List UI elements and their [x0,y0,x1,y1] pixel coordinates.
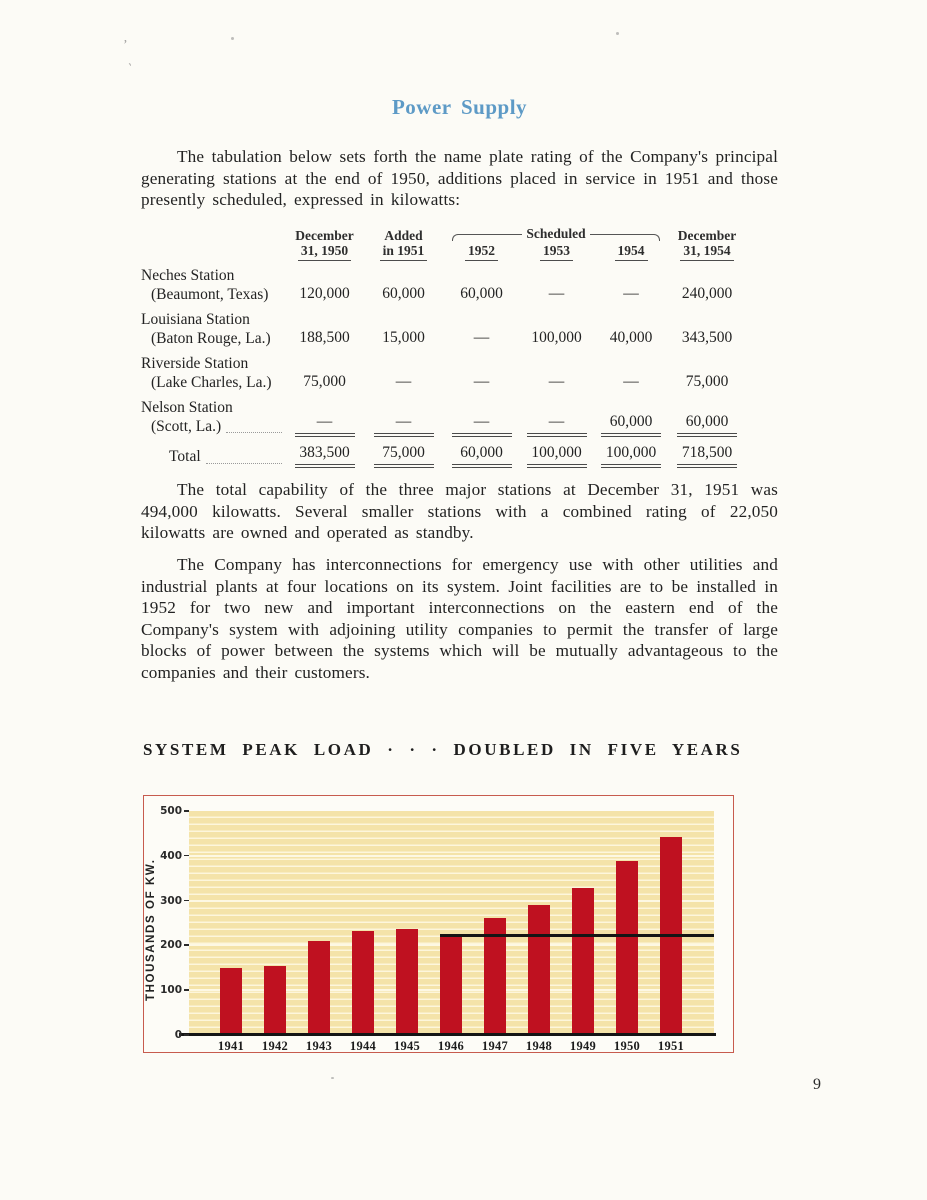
scheduled-bracket [444,226,668,243]
total-value-text: 383,500 [295,443,355,468]
underlined-header: 31, 1950 [298,243,351,261]
total-value-text: 75,000 [374,443,434,468]
table-value: 60,000 [601,412,661,437]
header-added: Added [384,228,423,243]
total-label: Total [169,448,201,465]
table-value: — [374,412,434,437]
x-tick-label: 1943 [305,1039,333,1053]
table-value-cell [286,372,363,393]
total-value-text: 718,500 [677,443,737,468]
table-value: 15,000 [382,329,425,346]
table-value: — [452,412,512,437]
table-value-cell [668,284,746,305]
table-value-cell [668,328,746,349]
table-value-cell [444,328,519,349]
table-value: 100,000 [531,329,582,346]
table-value-cell [519,372,594,393]
x-tick-label: 1951 [657,1039,685,1053]
table-value: 40,000 [609,329,653,346]
y-tick-label: 400 [160,849,182,862]
page-title: Power Supply [391,95,528,119]
bracket-right-cap [650,234,660,241]
header-year-1952 [444,243,519,261]
scan-speck [616,32,619,35]
table-row [141,267,751,305]
y-tick-label: 100 [160,984,182,997]
station-location: (Scott, La.) [151,418,222,435]
y-tick-mark [184,810,189,812]
total-value-text: 60,000 [452,443,512,468]
y-tick-label: 200 [160,939,182,952]
reference-line [440,934,714,937]
scan-mark: ’ [123,38,128,53]
x-tick-label: 1944 [349,1039,377,1053]
table-row [141,311,751,349]
total-value [363,443,444,468]
header-dec-1950-date [286,243,363,261]
table-value-cell [444,284,519,305]
table-value-cell [286,284,363,305]
station-location: (Beaumont, Texas) [151,286,269,303]
table-value: — [548,373,565,390]
table-value-cell [286,412,363,437]
station-name: Riverside Station [141,355,249,372]
header-dec-1954-date [668,243,746,261]
table-value-cell [668,412,746,437]
paragraph-interconnections: The Company has interconnections for emergency use with other utilities and industrial plants at four locations on its system. Joint facilities are to be installed in 1952 for two new and important interconnections on the eastern end of the Company's system with adjoining utility companies to permit the transfer of large blocks of power between the systems which will be mutually advantageous to the companies and their customers. [141,555,778,682]
bar-1945 [396,929,418,1035]
bracket-line [462,234,522,235]
chart-heading: SYSTEM PEAK LOAD · · · DOUBLED IN FIVE YEARS [143,740,743,759]
table-value: 343,500 [681,329,733,346]
total-value [444,443,519,468]
table-value-cell [444,372,519,393]
bar-1948 [528,905,550,1035]
y-tick-label: 0 [174,1029,182,1041]
total-value [286,443,363,468]
scan-speck [331,1077,334,1079]
y-tick-mark [184,1034,189,1036]
station-rows [141,267,751,437]
scan-speck [231,37,234,40]
x-tick-label: 1947 [481,1039,509,1053]
table-value: — [473,373,490,390]
x-tick-label: 1949 [569,1039,597,1053]
y-tick-label: 500 [160,805,182,817]
bar-1946 [440,934,462,1035]
x-tick-label: 1945 [393,1039,421,1053]
header-dec-1954: December [677,228,737,243]
underlined-header: in 1951 [380,243,428,261]
x-tick-label: 1942 [261,1039,289,1053]
underlined-header: 1953 [540,243,573,261]
table-value: 120,000 [299,285,350,302]
generating-stations-table [141,228,751,468]
table-value: 60,000 [677,412,737,437]
bracket-line [590,234,650,235]
table-value: 60,000 [382,285,425,302]
table-value-cell [594,284,668,305]
bracket-left-cap [452,234,462,241]
table-value: 75,000 [685,373,729,390]
x-tick-label: 1946 [437,1039,465,1053]
station-location: (Lake Charles, La.) [151,374,272,391]
table-header-line2 [141,243,751,261]
paragraph-intro: The tabulation below sets forth the name plate rating of the Company's principal generating stations at the end of 1950, additions placed in service in 1951 and those presently scheduled, expressed in kilowatts: [141,147,778,210]
total-label-cell [141,446,286,468]
table-value: — [623,373,639,390]
total-value [594,443,668,468]
x-tick-label: 1950 [613,1039,641,1053]
table-value-cell [594,412,668,437]
bar-1944 [352,931,374,1035]
bar-1941 [220,968,242,1035]
table-value-cell [594,372,668,393]
table-value-cell [444,412,519,437]
y-tick-label: 300 [160,894,182,907]
scan-mark: ` [123,61,134,78]
station-name: Louisiana Station [141,311,250,328]
table-row [141,399,751,437]
table-value-cell [363,328,444,349]
y-tick-mark [184,900,189,902]
table-value-cell [363,372,444,393]
table-value: 75,000 [303,373,346,390]
y-tick-mark [184,855,189,857]
table-value-cell [519,328,594,349]
table-value: — [295,412,355,437]
table-value-cell [594,328,668,349]
bar-1949 [572,888,594,1035]
table-value: — [473,329,490,346]
table-value-cell [286,328,363,349]
total-value-text: 100,000 [527,443,587,468]
table-value-cell [363,284,444,305]
table-header-line1 [141,228,751,243]
underlined-header: 1952 [465,243,498,261]
table-value-cell [519,284,594,305]
station-label-cell [141,355,286,393]
bar-1950 [616,861,638,1035]
table-value: — [527,412,587,437]
table-value-cell [519,412,594,437]
x-axis-line [179,1033,716,1036]
table-total-row [141,443,751,468]
station-name: Neches Station [141,267,235,284]
station-label-cell [141,267,286,305]
total-value-text: 100,000 [601,443,661,468]
bar-1943 [308,941,330,1035]
x-tick-label: 1941 [217,1039,245,1053]
table-value: 188,500 [299,329,350,346]
table-value: — [623,285,639,302]
underlined-header: 31, 1954 [680,243,733,261]
header-added-year [363,243,444,261]
peak-load-chart [143,795,734,1053]
table-value-cell [668,372,746,393]
gridline [189,855,714,857]
header-dec-1950: December [295,228,354,243]
table-value: 60,000 [460,285,503,302]
y-tick-mark [184,944,189,946]
table-value: — [395,373,412,390]
scheduled-label: Scheduled [526,226,586,241]
header-year-1953 [519,243,594,261]
chart-plot-area [189,811,714,1035]
underlined-header: 1954 [615,243,648,261]
total-value [668,443,746,468]
paragraph-capability: The total capability of the three major stations at December 31, 1951 was 494,000 kilowatts. Several smaller stations with a combined rating of 22,050 kilowatts are owned and operated as standby. [141,480,778,543]
station-location: (Baton Rouge, La.) [151,330,271,347]
table-row [141,355,751,393]
y-tick-mark [184,989,189,991]
x-tick-label: 1948 [525,1039,553,1053]
page-number: 9 [813,1076,821,1093]
station-label-cell [141,399,286,437]
table-value: — [548,285,565,302]
y-axis-title: THOUSANDS OF KW. [145,858,157,1002]
total-value [519,443,594,468]
station-label-cell [141,311,286,349]
dotted-leader [226,432,282,433]
dotted-leader [206,463,282,464]
table-value: 240,000 [681,285,733,302]
table-value-cell [363,412,444,437]
bar-1942 [264,966,286,1035]
station-name: Nelson Station [141,399,233,416]
header-year-1954 [594,243,668,261]
